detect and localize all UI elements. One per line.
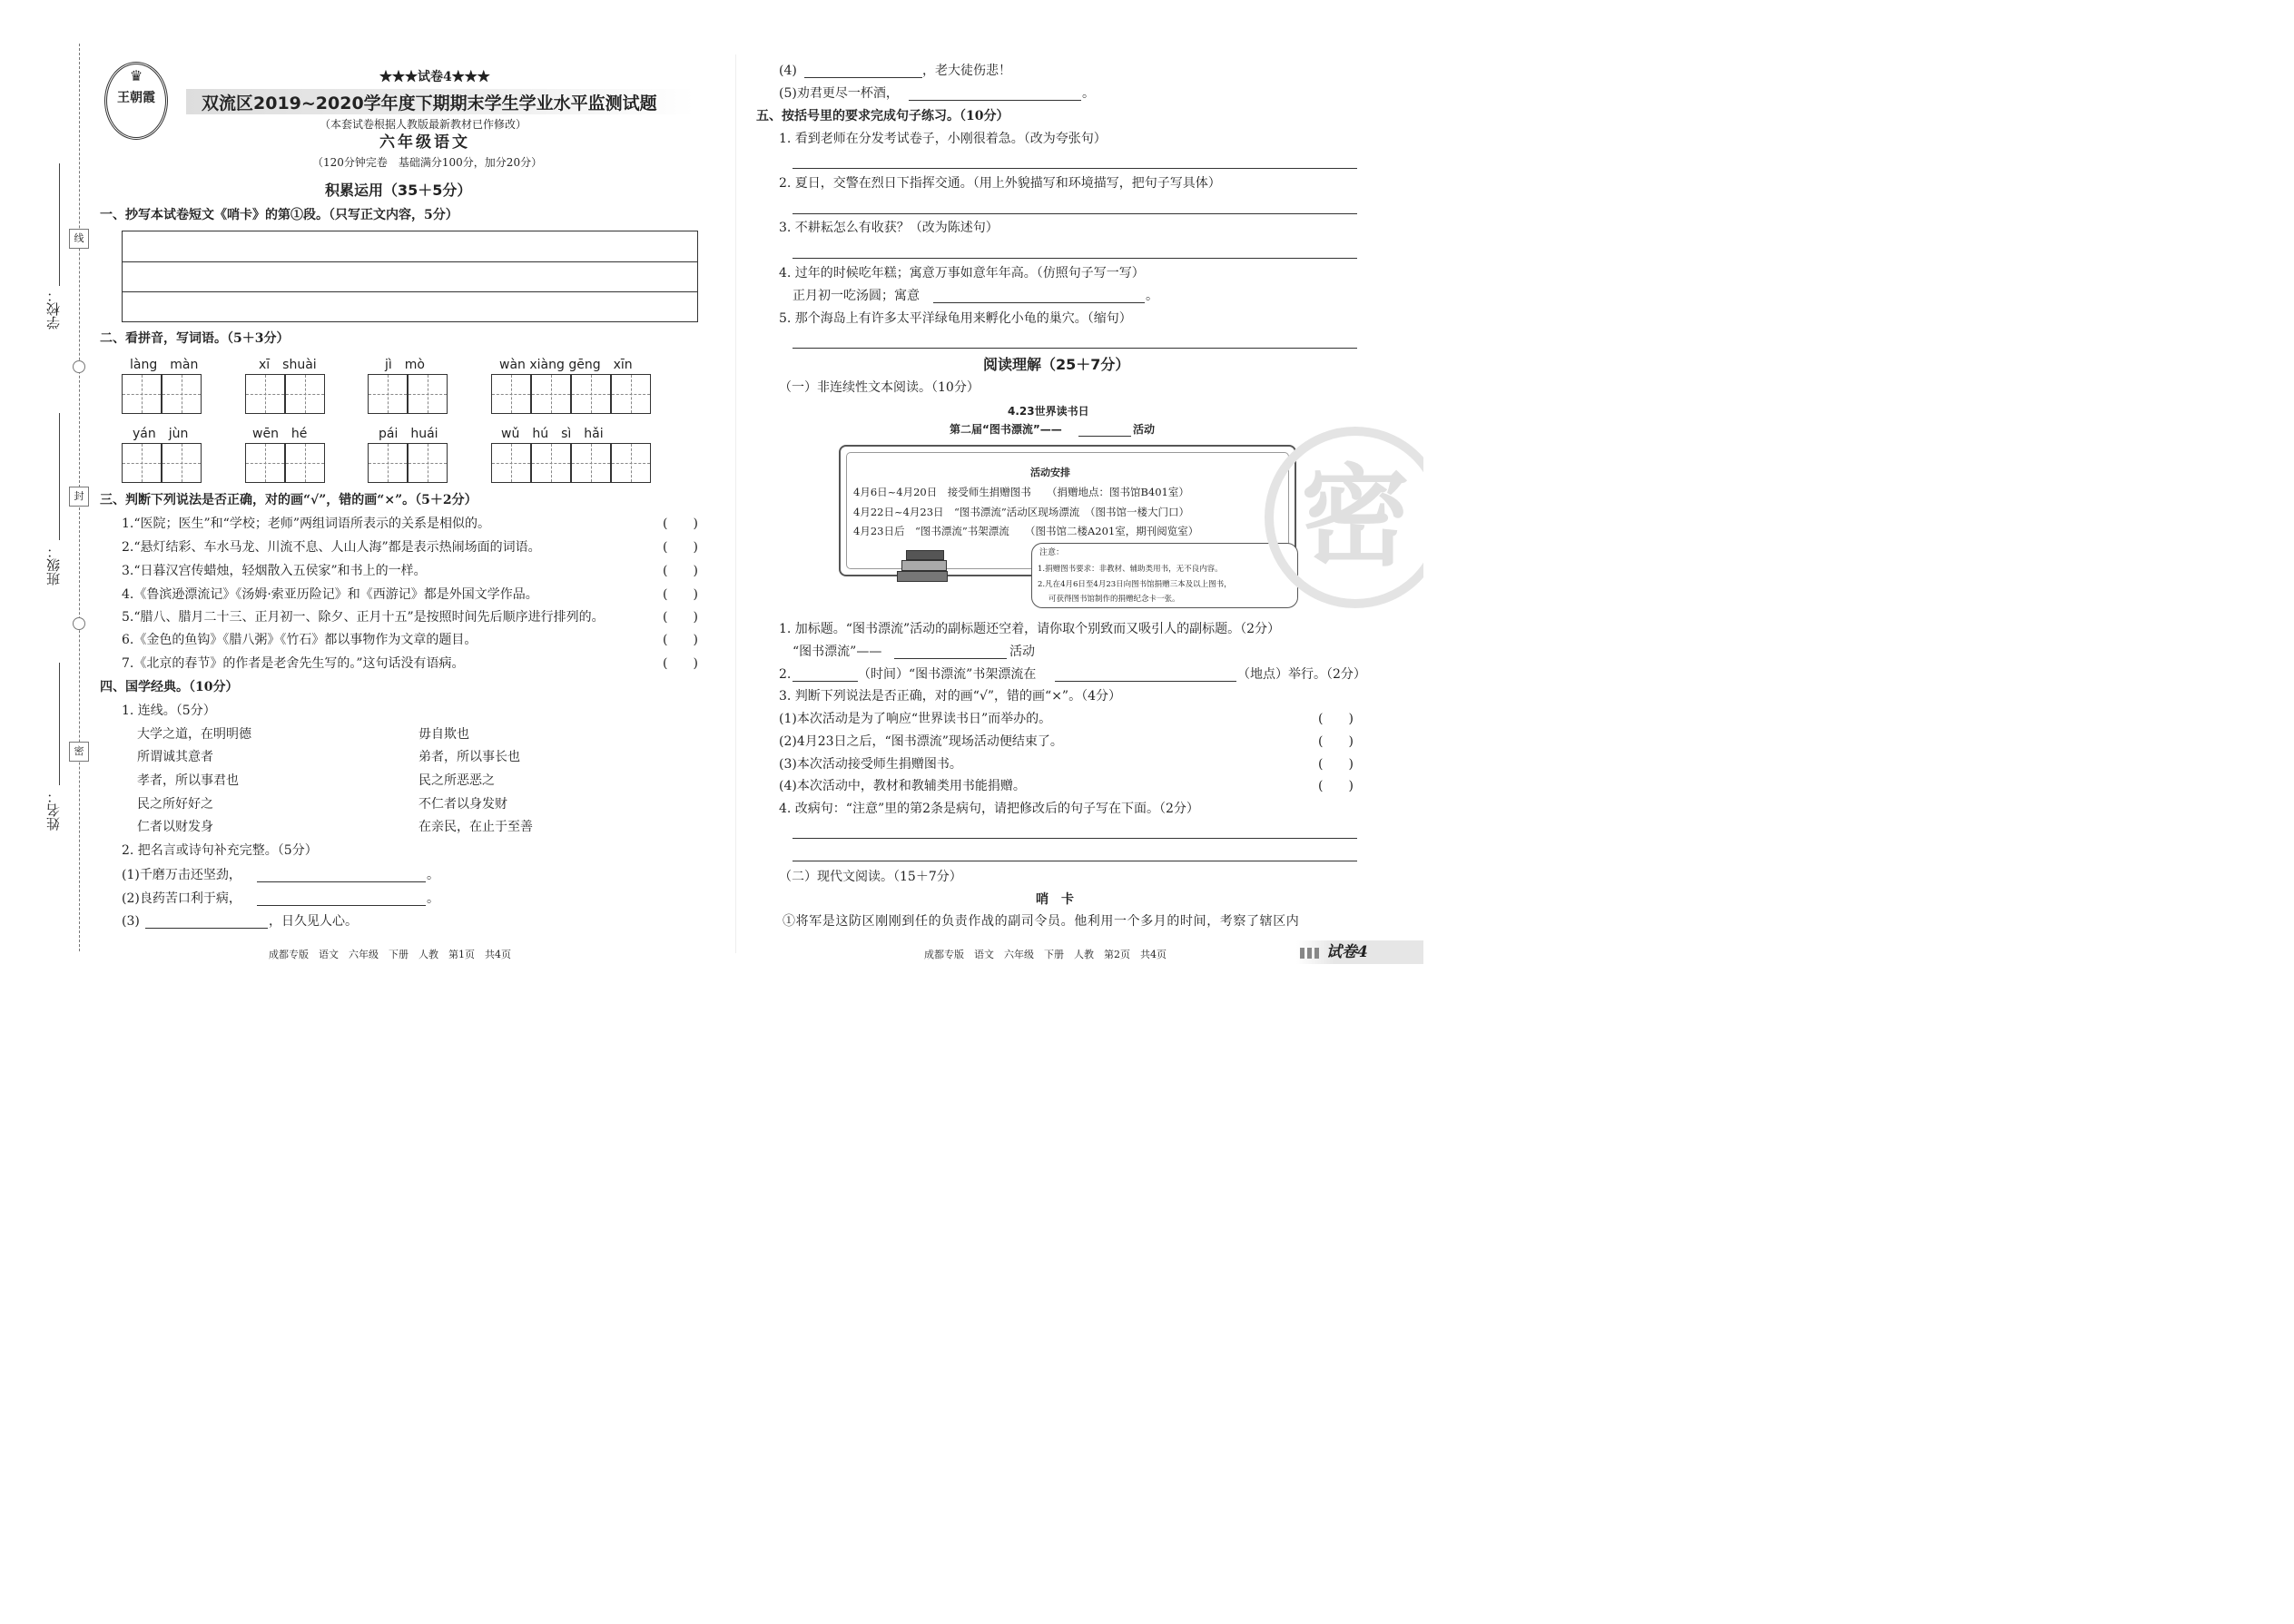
fill-blank[interactable] [145,928,268,929]
q5-item: 2. 夏日，交警在烈日下指挥交通。（用上外貌描写和环境描写，把句子写具体） [779,176,1221,191]
paper-stars: ★★★试卷4★★★ [379,70,490,84]
judge-item: 1.“医院；医生”和“学校；老师”两组词语所表示的关系是相似的。 [122,517,490,531]
judge-paren[interactable]: ( ) [663,564,698,578]
judge-paren[interactable]: ( ) [1318,712,1354,726]
rq3-item: (1)本次活动是为了响应“世界读书日”而举办的。 [779,712,1052,726]
q5-item: 3. 不耕耘怎么有收获？（改为陈述句） [779,221,999,235]
tianzi-cell[interactable] [162,374,202,414]
q5-4-sub: 正月初一吃汤圆；寓意 [793,289,920,303]
tianzi-cell[interactable] [285,443,325,483]
pinyin-label: wàn xiàng gēng xīn [499,358,633,372]
school-field[interactable] [59,163,60,286]
rq3-item: (2)4月23日之后，“图书漂流”现场活动便结束了。 [779,734,1063,749]
badge-text: 试卷4 [1326,943,1368,961]
copy-box-line [123,291,697,292]
rq2-tail: （地点）举行。（2分） [1237,667,1366,682]
fill-blank[interactable] [894,658,1007,659]
rq1-sub: “图书漂流”—— [793,645,882,659]
fill-item: (1)千磨万击还坚劲， [122,868,241,882]
class-label: 班级： [45,545,62,586]
fill-blank[interactable] [933,302,1145,303]
answer-line[interactable] [793,838,1357,839]
note-item: 可获得图书馆制作的捐赠纪念卡一张。 [1049,595,1180,604]
tianzi-cell[interactable] [245,374,285,414]
tianzi-cell[interactable] [531,443,571,483]
binding-mark-feng: 封 [69,487,89,507]
fill-blank[interactable] [793,681,858,682]
poster-row: 4月23日后 “图书漂流”书架漂流 （图书馆二楼A201室，期刊阅览室） [853,525,1199,537]
story-paragraph: ①将军是这防区刚刚到任的负责作战的副司令员。他利用一个多月的时间，考察了辖区内 [783,914,1300,929]
rq1-tail: 活动 [1009,645,1035,659]
rq2-num: 2. [779,667,792,682]
judge-item: 3.“日暮汉宫传蜡烛，轻烟散入五侯家”和书上的一样。 [122,564,427,578]
judge-paren[interactable]: ( ) [663,517,698,531]
pinyin-label: pái huái [379,427,438,441]
seal-watermark [1265,427,1423,608]
tianzi-cell[interactable] [368,374,408,414]
book-shape [906,550,944,560]
rq1: 1. 加标题。“图书漂流”活动的副标题还空着，请你取个别致而又吸引人的副标题。（2分） [779,622,1281,636]
binding-mark-mi: 密 [69,742,89,762]
match-left-item[interactable]: 大学之道，在明明德 [137,727,251,742]
judge-paren[interactable]: ( ) [663,633,698,647]
match-left-item[interactable]: 仁者以财发身 [137,820,213,834]
pinyin-label: làng màn [130,358,199,372]
match-left-item[interactable]: 所谓诚其意者 [137,750,213,764]
time-note: （120分钟完卷 基础满分100分，加分20分） [312,156,543,169]
q5-title: 五、按括号里的要求完成句子练习。（10分） [756,109,1009,123]
judge-item: 4.《鲁滨逊漂流记》《汤姆·索亚历险记》和《西游记》都是外国文学作品。 [122,587,538,602]
poster-title-blank[interactable] [1078,436,1131,437]
binding-circle-1 [73,360,85,373]
tianzi-cell[interactable] [611,443,651,483]
class-field[interactable] [59,413,60,540]
r4-label: (4) [779,64,797,78]
match-right-item[interactable]: 民之所恶恶之 [418,773,495,788]
pinyin-label: jì mò [385,358,425,372]
poster-title1: 4.23世界读书日 [1008,405,1089,418]
rq3-item: (4)本次活动中，教材和教辅类用书能捐赠。 [779,779,1026,793]
q5-item: 5. 那个海岛上有许多太平洋绿龟用来孵化小龟的巢穴。（缩句） [779,311,1132,326]
footer-left: 成都专版 语文 六年级 下册 人教 第1页 共4页 [269,949,511,960]
fill-item: (3) [122,914,140,929]
r4-tail: ，老大徒伤悲！ [922,64,1011,78]
paper-title: 双流区2019~2020学年度下期期末学生学业水平监测试题 [202,94,657,113]
section-title-reading: 阅读理解（25＋7分） [983,356,1130,373]
q2-title: 二、看拼音，写词语。（5＋3分） [100,331,290,346]
match-left-item[interactable]: 民之所好好之 [137,797,213,812]
fill-blank[interactable] [909,100,1081,101]
tianzi-cell[interactable] [531,374,571,414]
poster-arrange: 活动安排 [1030,467,1070,478]
tianzi-cell[interactable] [408,374,448,414]
copy-box-line [123,261,697,262]
fill-blank[interactable] [257,881,426,882]
pinyin-label: xī shuài [259,358,317,372]
badge-squares-icon [1300,948,1322,959]
q4-1-title: 1. 连线。（5分） [122,704,216,718]
tianzi-cell[interactable] [611,374,651,414]
judge-paren[interactable]: ( ) [663,587,698,602]
note-title: 注意： [1039,548,1065,557]
q5-item: 4. 过年的时候吃年糕；寓意万事如意年年高。（仿照句子写一写） [779,266,1145,281]
judge-paren[interactable]: ( ) [663,656,698,671]
tianzi-cell[interactable] [122,443,162,483]
books-icon [897,547,951,589]
q5-item: 1. 看到老师在分发考试卷子，小刚很着急。（改为夸张句） [779,132,1107,146]
seal-circle: 密 [1265,427,1423,608]
tianzi-cell[interactable] [571,443,611,483]
rq3: 3. 判断下列说法是否正确，对的画“√”，错的画“×”。（4分） [779,689,1121,704]
q4-title: 四、国学经典。（10分） [100,680,239,694]
copy-box[interactable] [122,231,698,322]
judge-item: 5.“腊八、腊月二十三、正月初一、除夕、正月十五”是按照时间先后顺序进行排列的。 [122,610,605,625]
q5-4-tail: 。 [1146,289,1158,303]
grade-subject: 六年级语文 [379,133,470,152]
match-right-item[interactable]: 弟者，所以事长也 [418,750,520,764]
answer-line[interactable] [793,213,1357,214]
tianzi-cell[interactable] [245,443,285,483]
note-item: 1.捐赠图书要求：非教材、辅助类用书，无不良内容。 [1038,565,1223,574]
binding-mark-xian: 线 [69,229,89,249]
school-label: 学校： [45,289,62,330]
tianzi-cell[interactable] [162,443,202,483]
logo-emblem [104,62,168,140]
judge-item: 6.《金色的鱼钩》《腊八粥》《竹石》都以事物作为文章的题目。 [122,633,478,647]
match-right-item[interactable]: 在亲民，在止于至善 [418,820,533,834]
tianzi-cell[interactable] [368,443,408,483]
logo-text: 王朝霞 [117,91,155,105]
fill-tail: 。 [427,891,439,906]
poster-title2-tail: 活动 [1133,423,1156,436]
poster-row: 4月22日~4月23日 “图书漂流”活动区现场漂流 （图书馆一楼大门口） [853,506,1190,518]
rq2-mid: （时间）“图书漂流”书架漂流在 [858,667,1037,682]
book-shape [901,560,947,571]
judge-paren[interactable]: ( ) [1318,757,1354,772]
name-label: 姓名： [45,790,62,831]
rq3-item: (3)本次活动接受师生捐赠图书。 [779,757,962,772]
part1-title: （一）非连续性文本阅读。（10分） [779,380,980,395]
tianzi-cell[interactable] [122,374,162,414]
pinyin-label: yán jùn [133,427,189,441]
judge-item: 7.《北京的春节》的作者是老舍先生写的。”这句话没有语病。 [122,656,465,671]
tianzi-cell[interactable] [571,374,611,414]
q3-title: 三、判断下列说法是否正确，对的画“√”，错的画“×”。（5＋2分） [100,493,478,507]
poster-row: 4月6日~4月20日 接受师生捐赠图书 （捐赠地点：图书馆B401室） [853,486,1189,498]
judge-item: 2.“悬灯结彩、车水马龙、川流不息、人山人海”都是表示热闹场面的词语。 [122,540,541,555]
note-item: 2.凡在4月6日至4月23日向图书馆捐赠三本及以上图书， [1038,580,1232,589]
paper-subtitle: （本套试卷根据人教版最新教材已作修改） [320,118,527,131]
tianzi-cell[interactable] [408,443,448,483]
pinyin-label: wēn hé [252,427,308,441]
story-title: 哨 卡 [1036,892,1074,907]
poster-title2: 第二届“图书漂流”—— [950,423,1062,436]
fill-tail: ，日久见人心。 [269,914,358,929]
part2-title: （二）现代文阅读。（15＋7分） [779,870,962,884]
tianzi-cell[interactable] [491,374,531,414]
name-field[interactable] [59,663,60,785]
fill-blank[interactable] [1055,681,1236,682]
footer-right: 成都专版 语文 六年级 下册 人教 第2页 共4页 [924,949,1167,960]
r5-label: (5)劝君更尽一杯酒， [779,86,899,101]
fill-item: (2)良药苦口利于病， [122,891,241,906]
page-divider [735,54,736,953]
q4-2-title: 2. 把名言或诗句补充完整。（5分） [122,843,318,858]
q1-title: 一、抄写本试卷短文《哨卡》的第①段。（只写正文内容，5分） [100,208,458,222]
answer-line[interactable] [793,168,1357,169]
tianzi-cell[interactable] [491,443,531,483]
pinyin-label: wǔ hú sì hǎi [501,427,604,441]
judge-paren[interactable]: ( ) [663,610,698,625]
judge-paren[interactable]: ( ) [1318,734,1354,749]
fill-blank[interactable] [804,77,922,78]
r5-tail: 。 [1082,86,1095,101]
match-left-item[interactable]: 孝者，所以事君也 [137,773,239,788]
answer-line[interactable] [793,348,1357,349]
match-right-item[interactable]: 毋自欺也 [418,727,469,742]
fill-blank[interactable] [257,905,426,906]
tianzi-cell[interactable] [285,374,325,414]
match-right-item[interactable]: 不仁者以身发财 [418,797,507,812]
judge-paren[interactable]: ( ) [663,540,698,555]
fill-tail: 。 [427,868,439,882]
rq4: 4. 改病句：“注意”里的第2条是病句，请把修改后的句子写在下面。（2分） [779,802,1199,816]
crown-icon: ♛ [129,67,143,84]
section-title-jilei: 积累运用（35＋5分） [325,182,472,199]
book-shape [897,571,948,582]
binding-circle-2 [73,617,85,630]
answer-line[interactable] [793,258,1357,259]
judge-paren[interactable]: ( ) [1318,779,1354,793]
